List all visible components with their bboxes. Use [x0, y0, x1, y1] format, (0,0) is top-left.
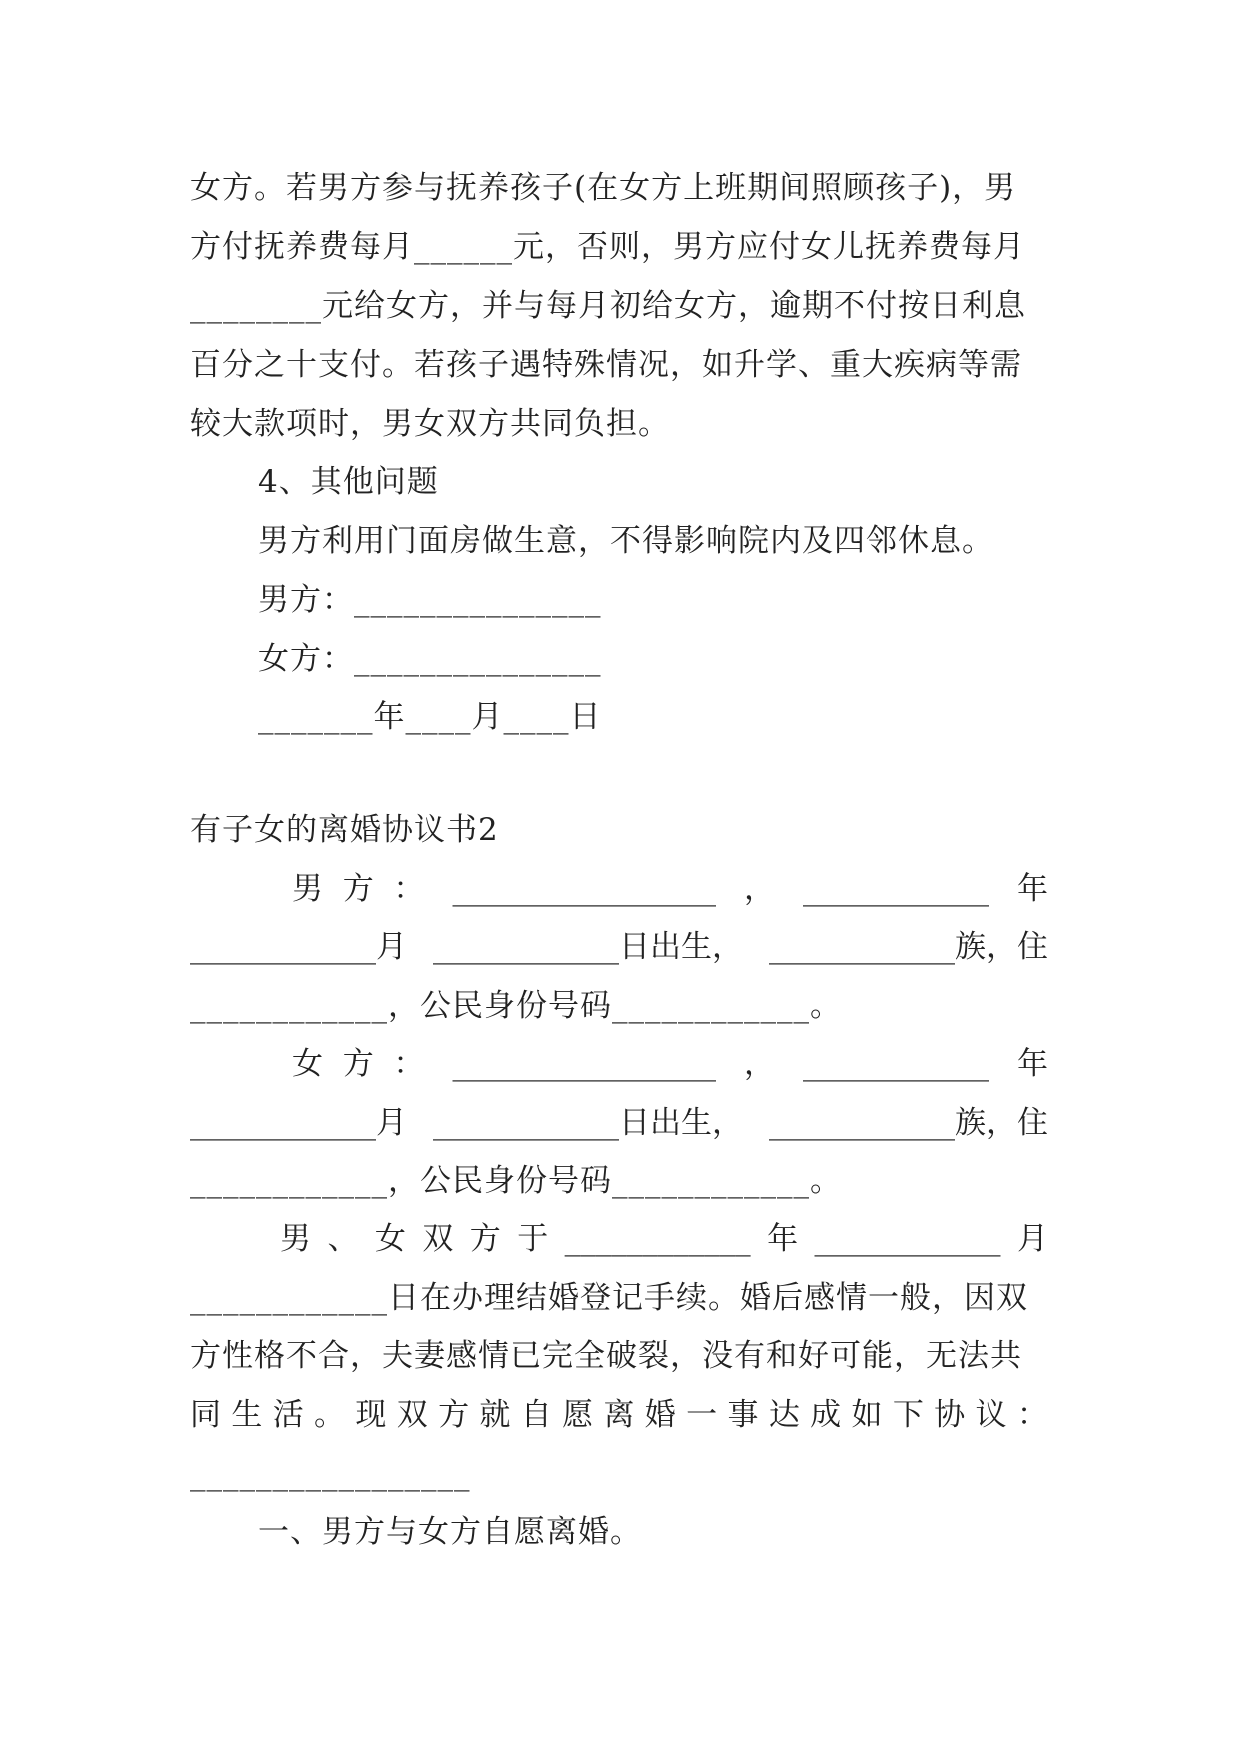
- signature-male: 男方：_______________: [258, 582, 602, 618]
- char: 男: [280, 1221, 311, 1257]
- year-label: 年: [1016, 871, 1048, 907]
- blank-line: _________________: [190, 1456, 471, 1492]
- female-label: 女 方 ：: [292, 1046, 425, 1082]
- marriage-line: 方性格不合，夫妻感情已完全破裂，没有和好可能，无法共: [190, 1338, 1022, 1374]
- punctuation: ，: [743, 1046, 775, 1082]
- text-segment: ____________族，住: [769, 929, 1048, 965]
- blank-field: ____________: [814, 1221, 1001, 1257]
- male-info-line: ____________，公民身份号码____________。: [190, 988, 842, 1024]
- text-segment: ____________日出生，: [433, 929, 743, 965]
- char: 事: [727, 1397, 759, 1433]
- blank-field: ____________: [802, 1046, 989, 1082]
- male-info-line: [292, 869, 1048, 909]
- char: 就: [479, 1397, 511, 1433]
- char: 于: [517, 1221, 549, 1257]
- char: 双: [422, 1221, 454, 1257]
- male-label: 男 方 ：: [292, 871, 425, 907]
- char: 议: [975, 1397, 1007, 1433]
- char: 现: [355, 1397, 387, 1433]
- char: 活: [272, 1397, 304, 1433]
- signature-female: 女方：_______________: [258, 641, 602, 677]
- paragraph-line: 方付抚养费每月______元，否则，男方应付女儿抚养费每月: [190, 229, 1025, 265]
- paragraph-line: 较大款项时，男女双方共同负担。: [190, 406, 670, 442]
- char: 方: [469, 1221, 501, 1257]
- female-info-line: [190, 1103, 1048, 1143]
- month-label: 月: [1016, 1221, 1048, 1257]
- char: 成: [810, 1397, 842, 1433]
- section-heading: 4、其他问题: [258, 464, 439, 500]
- female-info-line: [292, 1044, 1048, 1084]
- char: 女: [374, 1221, 406, 1257]
- char: 。: [314, 1397, 346, 1433]
- text-segment: ____________月: [190, 1105, 407, 1141]
- paragraph-line: 女方。若男方参与抚养孩子(在女方上班期间照顾孩子)，男: [190, 170, 1017, 206]
- text-segment: ____________日出生，: [433, 1105, 743, 1141]
- char: 协: [934, 1397, 966, 1433]
- paragraph-line: 男方利用门面房做生意，不得影响院内及四邻休息。: [258, 523, 994, 559]
- char: ：: [1016, 1397, 1048, 1433]
- char: 生: [231, 1397, 263, 1433]
- char: 下: [892, 1397, 924, 1433]
- char: 同: [190, 1397, 221, 1433]
- blank-field: ____________: [564, 1221, 751, 1257]
- paragraph-line: 百分之十支付。若孩子遇特殊情况，如升学、重大疾病等需: [190, 347, 1022, 383]
- text-segment: ____________族，住: [769, 1105, 1048, 1141]
- char: 自: [520, 1397, 552, 1433]
- blank-field: ____________: [802, 871, 989, 907]
- char: 方: [438, 1397, 470, 1433]
- char: 婚: [644, 1397, 676, 1433]
- char: 如: [851, 1397, 883, 1433]
- year-label: 年: [1016, 1046, 1048, 1082]
- female-info-line: ____________，公民身份号码____________。: [190, 1163, 842, 1199]
- blank-field: _________________: [452, 1046, 716, 1082]
- char: 、: [327, 1221, 359, 1257]
- agreement-item: 一、男方与女方自愿离婚。: [258, 1514, 642, 1550]
- char: 双: [396, 1397, 428, 1433]
- punctuation: ，: [743, 871, 775, 907]
- text-segment: ____________月: [190, 929, 407, 965]
- char: 离: [603, 1397, 635, 1433]
- marriage-line: [280, 1219, 1048, 1259]
- char: 愿: [562, 1397, 594, 1433]
- marriage-line: ____________日在办理结婚登记手续。婚后感情一般，因双: [190, 1280, 1028, 1316]
- paragraph-line: ________元给女方，并与每月初给女方，逾期不付按日利息: [190, 288, 1026, 324]
- signature-date: _______年____月____日: [258, 699, 602, 735]
- marriage-line: [190, 1395, 1048, 1435]
- char: 达: [768, 1397, 800, 1433]
- document-title: 有子女的离婚协议书2: [190, 812, 499, 848]
- year-label: 年: [767, 1221, 799, 1257]
- male-info-line: [190, 927, 1048, 967]
- blank-field: _________________: [452, 871, 716, 907]
- char: 一: [686, 1397, 718, 1433]
